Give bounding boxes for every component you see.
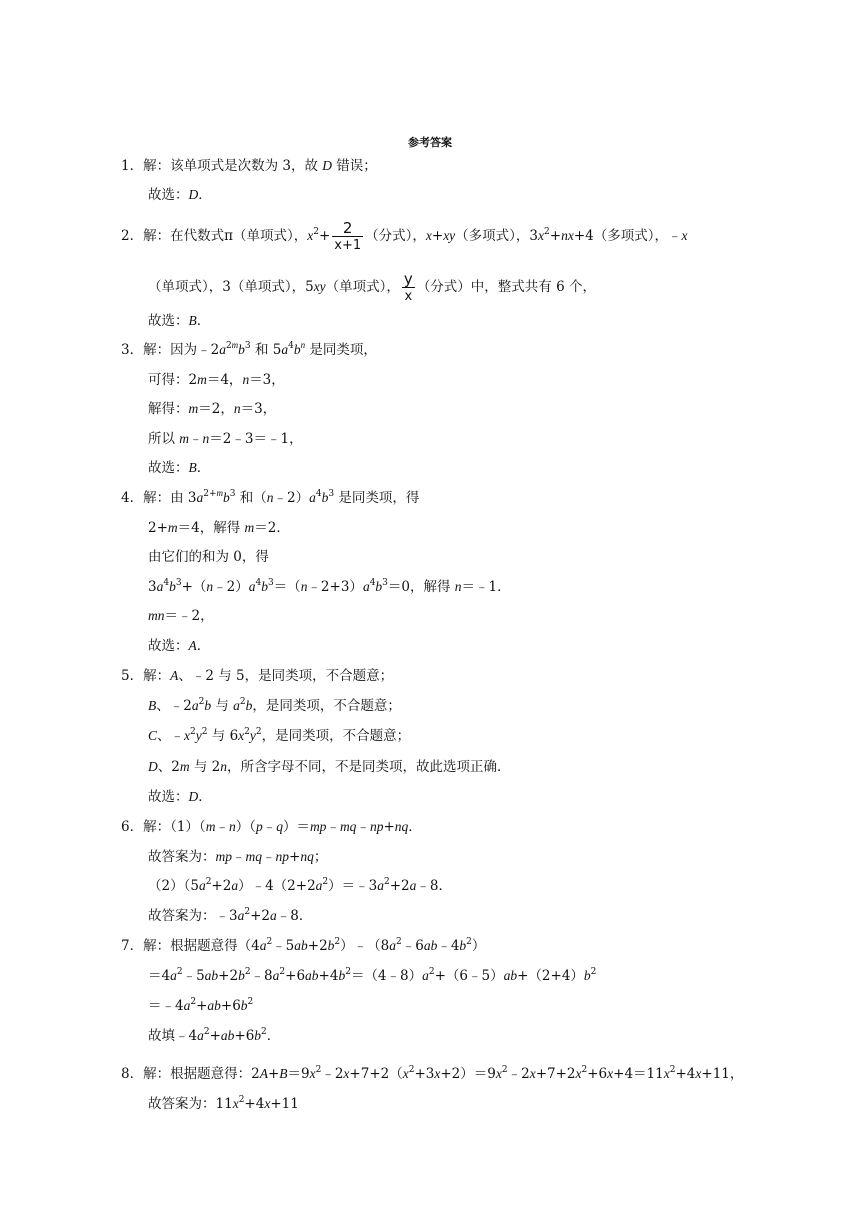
answer-1-line-2: 故选：D． xyxy=(148,187,212,203)
answer-7-line-3: $=﹣4a^2+ab+6b^2$ xyxy=(148,997,254,1014)
answer-1-number: 1． xyxy=(121,158,144,174)
answer-3-line-3: 解得：m＝2，n＝3， xyxy=(148,401,277,417)
answer-2-line-2: （单项式），3（单项式），5xy（单项式）， $\frac{y}{x}$ （分式）中，整式共有 6 个， xyxy=(148,270,596,304)
answer-2-line-3: 故选：B． xyxy=(148,313,211,329)
answer-7-line-2: $=4a^2﹣5ab+2b^2﹣8a^2+6ab+4b^2=(4﹣8)a^2+(6﹣5)ab+(2+4)b^2$ xyxy=(148,967,597,984)
answer-3-line-4: 所以 m﹣n＝2﹣3＝﹣1， xyxy=(148,431,303,447)
answer-8-line-2: 故答案为：$11x^2+4x+11$ xyxy=(148,1095,299,1112)
answer-4-line-5: mn＝﹣2， xyxy=(148,608,214,624)
answer-6-line-4: 故答案为：$﹣3a^2+2a﹣8$． xyxy=(148,907,313,924)
answer-3-line-1: 3．解：因为$﹣2a^{2m}b^3$ 和 $5a^4b^n$ 是同类项， xyxy=(121,340,377,358)
answer-3-line-2: 可得：2m＝4，n＝3， xyxy=(148,372,285,388)
answer-4-line-3: 由它们的和为 0，得 xyxy=(148,549,269,565)
answer-4-line-2: 2+m＝4，解得 m＝2． xyxy=(148,520,290,536)
answer-4-line-6: 故选：A． xyxy=(148,638,211,654)
answer-6-number: 6． xyxy=(121,819,144,835)
answer-2-line-1: 2．解：在代数式π（单项式），$x^2+$ $\frac{2}{x+1}$ （分式），x+xy（多项式），$3x^2+nx+4$（多项式），﹣x xyxy=(121,219,688,253)
answer-5-line-2: B、$﹣2a^2b$ 与 $a^2b$，是同类项，不合题意； xyxy=(148,697,401,714)
answer-8-line-1: 8．解：根据题意得：$2A+B=9x^2﹣2x+7+2(x^2+3x+2)=9x^2﹣2x+7+2x^2+6x+4=11x^2+4x+11$， xyxy=(121,1065,744,1082)
answer-8-number: 8． xyxy=(121,1066,144,1082)
answer-3-number: 3． xyxy=(121,342,144,358)
answer-7-line-4: 故填$﹣4a^2+ab+6b^2$． xyxy=(148,1027,281,1044)
answer-6-line-2: 故答案为：mp﹣mq﹣np+nq； xyxy=(148,849,328,865)
answer-3-line-5: 故选：B． xyxy=(148,460,211,476)
answer-2-number: 2． xyxy=(121,228,144,244)
answer-7-line-1: 7．解：根据题意得$(4a^2﹣5ab+2b^2)﹣(8a^2﹣6ab﹣4b^2)$ xyxy=(121,937,486,954)
answer-6-line-3: $(2)(5a^2+2a)﹣4(2+2a^2)=﹣3a^2+2a﹣8$． xyxy=(148,877,452,894)
answer-4-number: 4． xyxy=(121,490,144,506)
fraction-y-over-x: $\frac{y}{x}$ xyxy=(403,270,413,304)
answer-5-line-5: 故选：D． xyxy=(148,789,212,805)
answer-4-line-1: 4．解：由 $3a^{2+m}b^3$ 和$(n﹣2)a^4b^3$ 是同类项，得 xyxy=(121,488,420,506)
answer-5-line-4: D、2m 与 2n，所含字母不同，不是同类项，故此选项正确． xyxy=(148,759,511,775)
answer-7-number: 7． xyxy=(121,938,144,954)
answer-4-line-4: $3a^4b^3+(n﹣2)a^4b^3=(n﹣2+3)a^4b^3=0$，解得 n＝﹣1． xyxy=(148,578,511,595)
answer-1-line-1: 1．解：该单项式是次数为 3，故 D 错误； xyxy=(121,158,377,174)
answer-5-number: 5． xyxy=(121,668,144,684)
page-title: 参考答案 xyxy=(408,136,452,149)
answer-6-line-1: 6．解：（1）（m﹣n）（p﹣q）＝mp﹣mq﹣np+nq． xyxy=(121,819,422,835)
fraction-2-over-x-plus-1: $\frac{2}{x+1}$ xyxy=(334,219,362,253)
answer-5-line-1: 5．解：A、﹣2 与 5，是同类项，不合题意； xyxy=(121,668,394,684)
answer-5-line-3: C、$﹣x^2y^2$ 与 $6x^2y^2$，是同类项，不合题意； xyxy=(148,727,411,744)
